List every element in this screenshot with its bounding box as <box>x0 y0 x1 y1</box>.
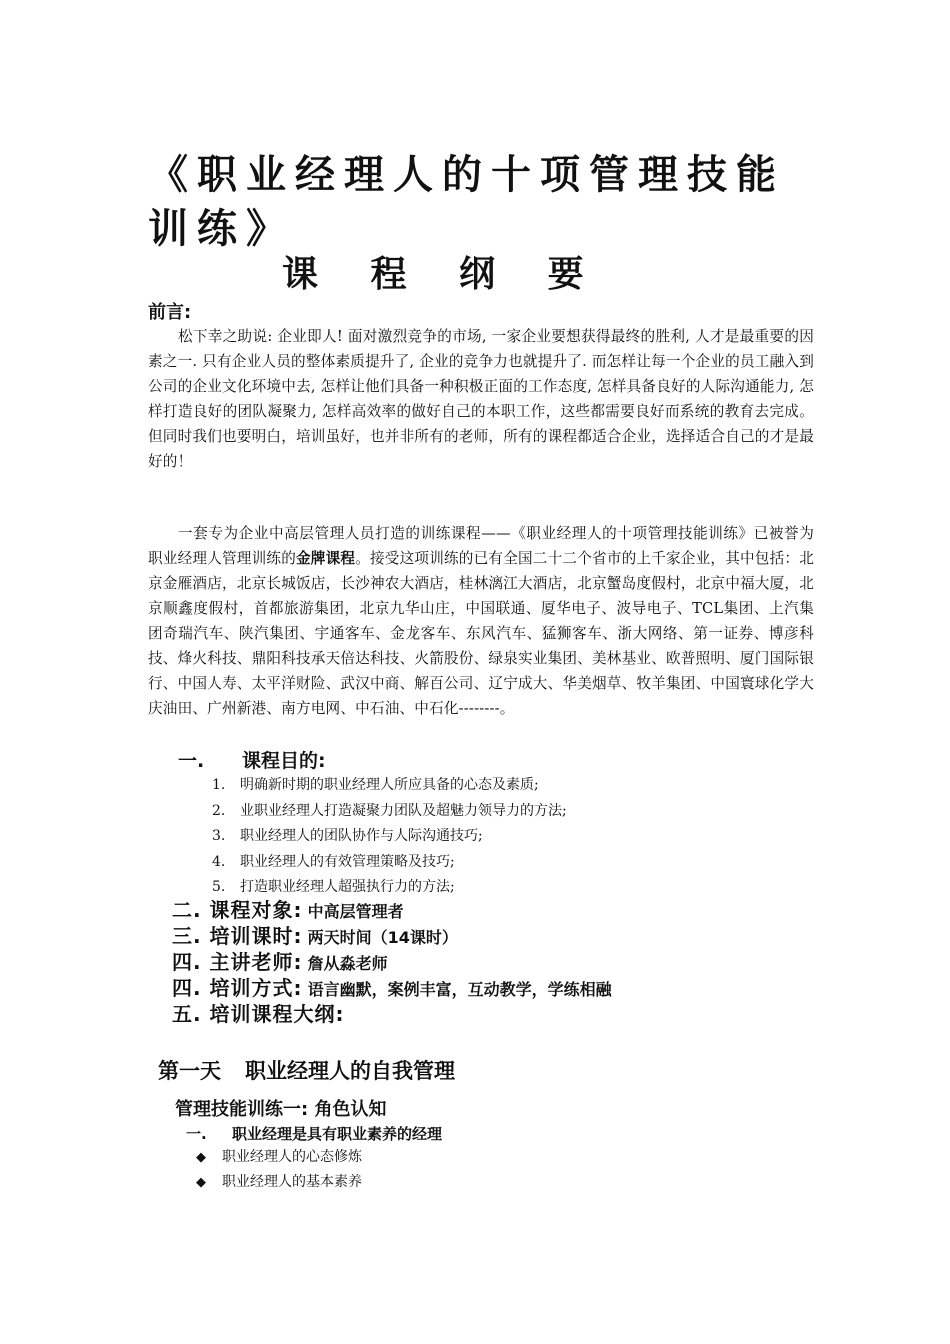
info-label: 四. 主讲老师: <box>172 950 303 974</box>
item-text: 职业经理人的团队协作与人际沟通技巧; <box>240 828 483 844</box>
info-row-audience <box>172 897 612 923</box>
section-title: 课程目的: <box>242 750 326 772</box>
item-number: 5. <box>212 879 226 895</box>
intro-bold-highlight: 金牌课程 <box>296 550 356 567</box>
list-item <box>212 773 567 799</box>
diamond-bullet-icon: ◆ <box>196 1175 206 1190</box>
subsection-number: 一. <box>186 1125 207 1143</box>
document-subtitle: 课 程 纲 要 <box>282 254 604 295</box>
item-number: 3. <box>212 828 226 844</box>
list-item <box>196 1145 362 1170</box>
subsection-heading <box>186 1123 442 1144</box>
bullet-list <box>196 1145 362 1195</box>
section-number: 一. <box>178 750 205 772</box>
info-value: 詹从淼老师 <box>307 954 388 973</box>
item-text: 业职业经理人打造凝聚力团队及超魅力领导力的方法; <box>240 802 567 819</box>
info-row-duration <box>172 923 612 949</box>
intro-text-end: 。接受这项训练的已有全国二十二个省市的上千家企业，其中包括：北京金雁酒店，北京长城饭店，长沙神农大酒店，桂林漓江大酒店，北京蟹岛度假村，北京中福大厦，北京顺鑫度假村，首都旅游集团，北京九华山庄，中国联通、厦华电子、波导电子、TCL集团、上汽集团奇瑞汽车、陕汽集团、宇通客车、金龙客车、东风汽车、猛狮客车、浙大网络、第一证券、博彦科技、烽火科技、鼎阳科技承天倍达科技、火箭股份、绿泉实业集团、美林基业、欧普照明、厦门国际银行、中国人寿、太平洋财险、武汉中商、解百公司、辽宁成大、华美烟草、牧羊集团、中国寰球化学大庆油田、广州新港、南方电网、中石油、中石化--------。 <box>148 550 814 717</box>
item-number: 4. <box>212 853 226 870</box>
module-heading: 管理技能训练一: 角色认知 <box>175 1099 387 1120</box>
info-label: 三. 培训课时: <box>172 924 303 948</box>
item-text: 职业经理人的有效管理策略及技巧; <box>240 853 455 870</box>
preface-heading: 前言: <box>148 302 192 323</box>
document-title: 《职业经理人的十项管理技能训练》 <box>148 152 785 252</box>
info-row-method <box>172 975 612 1001</box>
diamond-bullet-icon: ◆ <box>196 1150 206 1165</box>
info-label: 二. 课程对象: <box>172 898 303 922</box>
objectives-list <box>212 773 567 901</box>
info-row-lecturer <box>172 949 612 975</box>
info-label: 五. 培训课程大纲: <box>172 1002 345 1026</box>
info-value: 语言幽默，案例丰富，互动教学，学练相融 <box>307 980 612 999</box>
info-label: 四. 培训方式: <box>172 976 303 1000</box>
list-item <box>212 799 567 825</box>
intro-paragraph <box>148 521 814 721</box>
bullet-text: 职业经理人的基本素养 <box>222 1174 362 1190</box>
item-text: 打造职业经理人超强执行力的方法; <box>240 879 455 895</box>
info-value: 两天时间（14课时） <box>307 928 458 947</box>
item-number: 1. <box>212 777 226 793</box>
section-course-objectives <box>178 746 326 773</box>
course-info-list <box>172 897 612 1027</box>
intro-text-start: 一套专为企业中高层管理人员打造的训练课程——《职业经理人的十项管理技能训练》已被誉为职业经理人管理训练的 <box>148 525 814 567</box>
item-number: 2. <box>212 802 226 819</box>
item-text: 明确新时期的职业经理人所应具备的心态及素质; <box>240 777 539 793</box>
info-value: 中高层管理者 <box>307 902 404 921</box>
day-label: 第一天 <box>158 1059 221 1083</box>
preface-paragraph: 松下幸之助说: 企业即人! 面对激烈竞争的市场, 一家企业要想获得最终的胜利, 人才是最重要的因素之一. 只有企业人员的整体素质提升了, 企业的竞争力也就提升了. 而怎样让每一个企业的员工融入到公司的企业文化环境中去, 怎样让他们具备一种积极正面的工作态度, 怎样具备良好的人际沟通能力, 怎样打造良好的团队凝聚力, 怎样高效率的做好自己的本职工作，这些都需要良好而系统的教育去完成。但同时我们也要明白，培训虽好，也并非所有的老师，所有的课程都适合企业，选择适合自己的才是最好的！ <box>148 328 814 470</box>
subsection-title: 职业经理是具有职业素养的经理 <box>232 1125 443 1143</box>
bullet-text: 职业经理人的心态修炼 <box>222 1149 362 1165</box>
list-item <box>212 824 567 850</box>
info-row-outline <box>172 1001 612 1027</box>
day-title: 职业经理人的自我管理 <box>245 1059 455 1083</box>
list-item <box>212 850 567 876</box>
list-item <box>196 1170 362 1195</box>
day-one-heading <box>158 1055 455 1085</box>
